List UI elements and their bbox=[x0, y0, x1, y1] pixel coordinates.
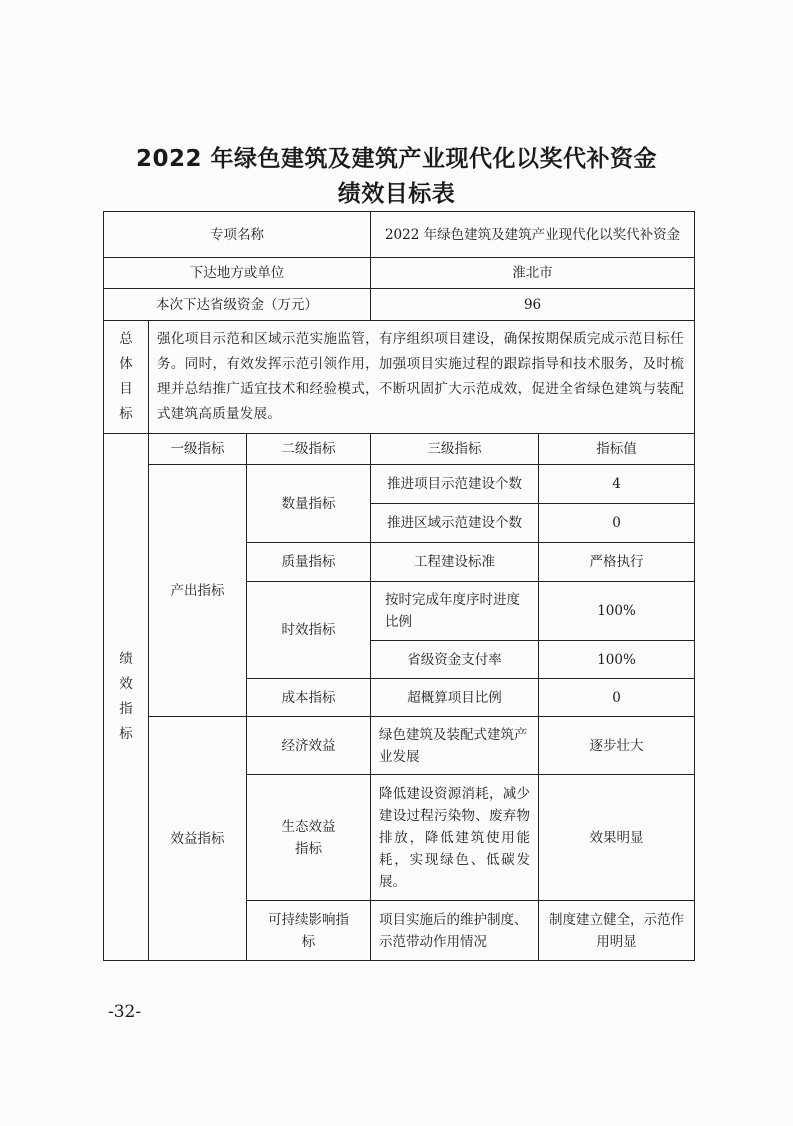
table-row bbox=[104, 434, 695, 465]
objective-label: 总体目标 bbox=[119, 331, 133, 422]
economic-benefit-label: 经济效益 bbox=[247, 717, 371, 775]
indicator-name: 按时完成年度序时进度比例 bbox=[371, 582, 539, 641]
indicator-name: 工程建设标准 bbox=[371, 543, 539, 582]
header-level3: 三级指标 bbox=[371, 434, 539, 465]
ecological-benefit-label: 生态效益指标 bbox=[247, 775, 371, 901]
output-indicator-label: 产出指标 bbox=[149, 465, 247, 717]
benefit-indicator-label: 效益指标 bbox=[149, 717, 247, 961]
quantity-indicator-label: 数量指标 bbox=[247, 465, 371, 543]
table-row bbox=[104, 212, 695, 258]
funds-value: 96 bbox=[371, 289, 695, 321]
page-number: -32- bbox=[108, 1002, 142, 1022]
indicator-value: 制度建立健全，示范作用明显 bbox=[539, 901, 695, 961]
region-value: 淮北市 bbox=[371, 258, 695, 289]
indicator-name: 项目实施后的维护制度、示范带动作用情况 bbox=[371, 901, 539, 961]
indicator-name: 推进区域示范建设个数 bbox=[371, 504, 539, 543]
table-row bbox=[104, 321, 695, 434]
indicator-value: 100% bbox=[539, 641, 695, 679]
funds-label: 本次下达省级资金（万元） bbox=[104, 289, 371, 321]
indicator-value: 0 bbox=[539, 504, 695, 543]
indicator-value: 效果明显 bbox=[539, 775, 695, 901]
project-name-label: 专项名称 bbox=[104, 212, 371, 258]
indicator-value: 0 bbox=[539, 679, 695, 717]
objective-text: 强化项目示范和区域示范实施监管，有序组织项目建设，确保按期保质完成示范目标任务。同时，有效发挥示范引领作用，加强项目实施过程的跟踪指导和技术服务，及时梳理并总结推广适宜技术和经验模式，不断巩固扩大示范成效，促进全省绿色建筑与装配式建筑高质量发展。 bbox=[149, 321, 695, 434]
header-value: 指标值 bbox=[539, 434, 695, 465]
quality-indicator-label: 质量指标 bbox=[247, 543, 371, 582]
indicator-name: 省级资金支付率 bbox=[371, 641, 539, 679]
region-label: 下达地方或单位 bbox=[104, 258, 371, 289]
performance-target-table bbox=[103, 211, 695, 961]
sustainable-impact-label: 可持续影响指标 bbox=[247, 901, 371, 961]
indicator-name: 超概算项目比例 bbox=[371, 679, 539, 717]
objective-label-cell bbox=[104, 321, 149, 434]
indicator-value: 4 bbox=[539, 465, 695, 504]
cost-indicator-label: 成本指标 bbox=[247, 679, 371, 717]
indicator-value: 100% bbox=[539, 582, 695, 641]
table-row bbox=[104, 289, 695, 321]
indicator-value: 逐步壮大 bbox=[539, 717, 695, 775]
indicators-label: 绩效指标 bbox=[119, 651, 133, 742]
table-row bbox=[104, 258, 695, 289]
table-row bbox=[104, 717, 695, 775]
timeliness-indicator-label: 时效指标 bbox=[247, 582, 371, 679]
indicator-name: 绿色建筑及装配式建筑产业发展 bbox=[371, 717, 539, 775]
indicator-name: 推进项目示范建设个数 bbox=[371, 465, 539, 504]
indicators-label-cell bbox=[104, 434, 149, 961]
project-name-value: 2022 年绿色建筑及建筑产业现代化以奖代补资金 bbox=[371, 212, 695, 258]
table-row bbox=[104, 465, 695, 504]
document-title: 2022 年绿色建筑及建筑产业现代化以奖代补资金 bbox=[135, 146, 658, 172]
header-level1: 一级指标 bbox=[149, 434, 247, 465]
header-level2: 二级指标 bbox=[247, 434, 371, 465]
document-subtitle: 绩效目标表 bbox=[337, 181, 456, 207]
indicator-value: 严格执行 bbox=[539, 543, 695, 582]
indicator-name: 降低建设资源消耗，减少建设过程污染物、废弃物排放，降低建筑使用能耗，实现绿色、低碳发展。 bbox=[371, 775, 539, 901]
